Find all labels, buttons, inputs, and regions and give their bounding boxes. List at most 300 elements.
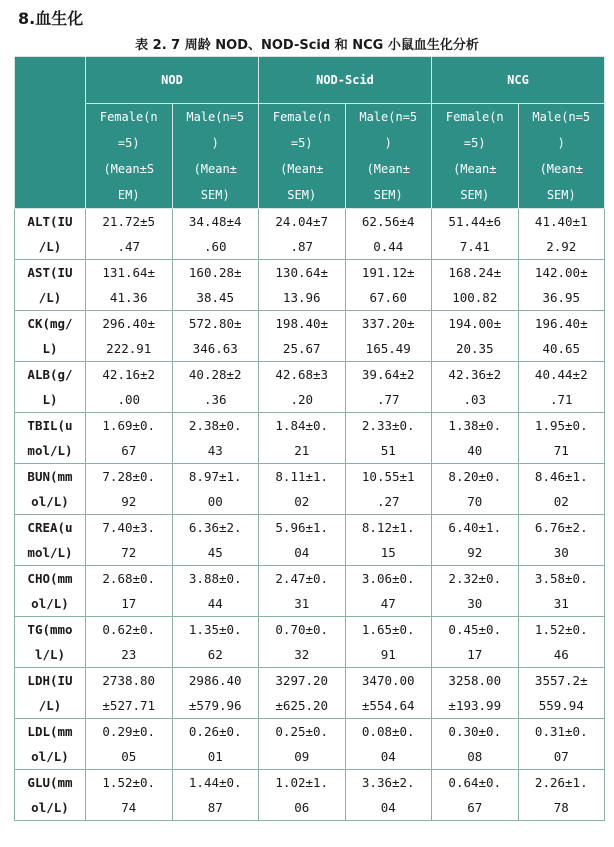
table-row	[15, 311, 605, 362]
value-cell-line: ±625.20	[275, 698, 329, 713]
value-cell	[259, 464, 346, 515]
value-cell	[432, 566, 519, 617]
value-cell	[259, 362, 346, 413]
value-cell	[172, 311, 259, 362]
value-cell-line: 01	[207, 749, 223, 764]
value-cell-line: 17	[121, 596, 137, 611]
value-cell-line: 21	[294, 443, 310, 458]
subheader-cell-line: SEM)	[287, 188, 317, 202]
value-cell-line: 32	[294, 647, 310, 662]
value-cell-line: 30	[553, 545, 569, 560]
value-cell-line: 02	[294, 494, 310, 509]
subheader-cell-line: Female(n	[99, 110, 158, 124]
row-label-cell-line: /L)	[38, 698, 62, 713]
value-cell-line: .47	[117, 239, 141, 254]
subheader-cell-line: (Mean±	[280, 162, 324, 176]
value-cell-line: 44	[207, 596, 223, 611]
value-cell	[259, 413, 346, 464]
value-cell	[86, 362, 173, 413]
value-cell	[172, 260, 259, 311]
value-cell-line: 0.70±0.	[275, 622, 329, 637]
value-cell	[432, 617, 519, 668]
group-header-nod-scid: NOD-Scid	[259, 57, 432, 104]
value-cell-line: .00	[117, 392, 141, 407]
value-cell-line: 222.91	[106, 341, 152, 356]
value-cell	[345, 617, 432, 668]
value-cell	[518, 209, 605, 260]
value-cell	[86, 413, 173, 464]
value-cell	[518, 515, 605, 566]
row-label-cell-line: LDL(mm	[27, 724, 73, 739]
value-cell-line: 8.11±1.	[275, 469, 329, 484]
subheader-cell-line: (Mean±S	[103, 162, 155, 176]
value-cell-line: 100.82	[452, 290, 498, 305]
value-cell	[345, 209, 432, 260]
row-label-cell	[15, 413, 86, 464]
table-row	[15, 566, 605, 617]
value-cell-line: 0.31±0.	[534, 724, 588, 739]
row-label-cell	[15, 311, 86, 362]
value-cell-line: 7.40±3.	[102, 520, 156, 535]
value-cell	[172, 719, 259, 770]
value-cell-line: 337.20±	[361, 316, 415, 331]
value-cell-line: 2.33±0.	[361, 418, 415, 433]
value-cell-line: 1.95±0.	[534, 418, 588, 433]
value-cell	[518, 362, 605, 413]
value-cell-line: 42.16±2	[102, 367, 156, 382]
value-cell-line: 45	[207, 545, 223, 560]
table-row	[15, 413, 605, 464]
value-cell-line: 41.36	[109, 290, 148, 305]
row-label-cell-line: mol/L)	[27, 545, 73, 560]
value-cell-line: .87	[290, 239, 314, 254]
subheader-cell	[518, 104, 605, 209]
subheader-cell-line: Female(n	[272, 110, 331, 124]
value-cell-line: 40.28±2	[188, 367, 242, 382]
subheader-cell	[345, 104, 432, 209]
value-cell-line: 2738.80	[102, 673, 156, 688]
row-label-cell-line: CHO(mm	[27, 571, 73, 586]
value-cell	[432, 362, 519, 413]
value-cell-line: ±554.64	[361, 698, 415, 713]
value-cell-line: 39.64±2	[361, 367, 415, 382]
row-label-cell-line: ol/L)	[31, 800, 69, 815]
row-label-cell	[15, 617, 86, 668]
value-cell	[345, 260, 432, 311]
row-label-cell-line: GLU(mm	[27, 775, 73, 790]
value-cell-line: 04	[294, 545, 310, 560]
value-cell-line: 67	[121, 443, 137, 458]
subheader-cell-line: (Mean±	[453, 162, 497, 176]
value-cell	[259, 566, 346, 617]
value-cell	[432, 770, 519, 821]
value-cell-line: 3.88±0.	[188, 571, 242, 586]
value-cell-line: .77	[376, 392, 400, 407]
row-label-cell-line: ol/L)	[31, 596, 69, 611]
value-cell	[259, 719, 346, 770]
row-label-cell	[15, 668, 86, 719]
value-cell	[172, 617, 259, 668]
value-cell-line: .36	[203, 392, 227, 407]
value-cell-line: 3470.00	[361, 673, 415, 688]
row-label-cell-line: L)	[42, 392, 58, 407]
value-cell-line: 559.94	[538, 698, 584, 713]
value-cell-line: .27	[376, 494, 400, 509]
value-cell-line: 04	[380, 800, 396, 815]
value-cell-line: 3297.20	[275, 673, 329, 688]
value-cell-line: 62.56±4	[361, 214, 415, 229]
value-cell-line: 15	[380, 545, 396, 560]
value-cell-line: 42.68±3	[275, 367, 329, 382]
value-cell-line: 165.49	[365, 341, 411, 356]
value-cell	[86, 515, 173, 566]
table-header	[15, 57, 605, 209]
value-cell-line: 40.65	[542, 341, 581, 356]
value-cell	[259, 617, 346, 668]
value-cell-line: 43	[207, 443, 223, 458]
subheader-cell-line: )	[557, 136, 565, 150]
table-row	[15, 668, 605, 719]
value-cell-line: 3.36±2.	[361, 775, 415, 790]
value-cell	[345, 464, 432, 515]
group-header-ncg: NCG	[432, 57, 605, 104]
value-cell	[172, 464, 259, 515]
table-row	[15, 719, 605, 770]
subheader-cell-line: SEM)	[460, 188, 490, 202]
value-cell-line: 0.29±0.	[102, 724, 156, 739]
group-header-nod: NOD	[86, 57, 259, 104]
value-cell-line: 67	[467, 800, 483, 815]
value-cell-line: 346.63	[192, 341, 238, 356]
value-cell	[432, 719, 519, 770]
value-cell-line: 131.64±	[102, 265, 156, 280]
subheader-cell-line: Male(n=5	[532, 110, 591, 124]
row-label-cell-line: mol/L)	[27, 443, 73, 458]
value-cell-line: 0.44	[373, 239, 404, 254]
value-cell-line: 24.04±7	[275, 214, 329, 229]
table-caption: 表 2. 7 周龄 NOD、NOD-Scid 和 NCG 小鼠血生化分析	[135, 38, 479, 53]
value-cell	[345, 719, 432, 770]
value-cell	[518, 719, 605, 770]
subheader-row	[15, 104, 605, 209]
value-cell	[86, 566, 173, 617]
value-cell	[259, 515, 346, 566]
value-cell-line: 1.52±0.	[534, 622, 588, 637]
value-cell-line: 1.02±1.	[275, 775, 329, 790]
value-cell	[259, 311, 346, 362]
value-cell-line: 00	[207, 494, 223, 509]
value-cell-line: 51.44±6	[448, 214, 502, 229]
row-label-cell	[15, 770, 86, 821]
value-cell-line: 08	[467, 749, 483, 764]
row-label-cell-line: /L)	[38, 290, 62, 305]
table-row	[15, 464, 605, 515]
value-cell	[345, 566, 432, 617]
value-cell	[172, 566, 259, 617]
value-cell-line: 30	[467, 596, 483, 611]
value-cell	[259, 770, 346, 821]
value-cell-line: 10.55±1	[361, 469, 415, 484]
table-row	[15, 617, 605, 668]
subheader-cell-line: =5)	[290, 136, 313, 150]
value-cell	[86, 209, 173, 260]
value-cell-line: 1.69±0.	[102, 418, 156, 433]
row-label-cell-line: ALT(IU	[27, 214, 73, 229]
value-cell-line: 8.12±1.	[361, 520, 415, 535]
value-cell	[345, 311, 432, 362]
row-label-cell-line: L)	[42, 341, 58, 356]
value-cell	[432, 413, 519, 464]
table-row	[15, 362, 605, 413]
value-cell-line: 17	[467, 647, 483, 662]
value-cell-line: 1.84±0.	[275, 418, 329, 433]
value-cell-line: 196.40±	[534, 316, 588, 331]
value-cell	[345, 668, 432, 719]
value-cell-line: 31	[553, 596, 569, 611]
value-cell-line: 1.38±0.	[448, 418, 502, 433]
value-cell	[518, 617, 605, 668]
subheader-cell-line: SEM)	[200, 188, 230, 202]
value-cell	[172, 515, 259, 566]
value-cell-line: 02	[553, 494, 569, 509]
value-cell	[86, 464, 173, 515]
value-cell-line: 70	[467, 494, 483, 509]
value-cell	[172, 362, 259, 413]
subheader-cell	[172, 104, 259, 209]
row-label-cell-line: l/L)	[34, 647, 66, 662]
value-cell-line: .71	[549, 392, 573, 407]
value-cell	[345, 362, 432, 413]
value-cell	[518, 413, 605, 464]
corner-header-cell	[15, 57, 86, 209]
subheader-cell-line: )	[384, 136, 392, 150]
value-cell-line: 0.64±0.	[448, 775, 502, 790]
value-cell-line: 0.62±0.	[102, 622, 156, 637]
value-cell	[86, 719, 173, 770]
value-cell-line: 198.40±	[275, 316, 329, 331]
value-cell-line: 194.00±	[448, 316, 502, 331]
row-label-cell-line: BUN(mm	[27, 469, 73, 484]
table-body	[15, 209, 605, 821]
value-cell-line: 41.40±1	[534, 214, 588, 229]
value-cell	[86, 260, 173, 311]
value-cell-line: 168.24±	[448, 265, 502, 280]
value-cell-line: 1.65±0.	[361, 622, 415, 637]
subheader-cell-line: =5)	[463, 136, 486, 150]
subheader-cell-line: SEM)	[373, 188, 403, 202]
value-cell-line: 47	[380, 596, 396, 611]
value-cell-line: 13.96	[282, 290, 321, 305]
row-label-cell-line: ALB(g/	[27, 367, 73, 382]
value-cell-line: 2.26±1.	[534, 775, 588, 790]
value-cell-line: 25.67	[282, 341, 321, 356]
value-cell	[432, 209, 519, 260]
value-cell	[86, 770, 173, 821]
section-heading: 8.血生化	[18, 9, 84, 28]
value-cell	[518, 260, 605, 311]
value-cell-line: 04	[380, 749, 396, 764]
value-cell-line: 40	[467, 443, 483, 458]
table-row	[15, 260, 605, 311]
row-label-cell-line: /L)	[38, 239, 62, 254]
row-label-cell-line: TBIL(u	[27, 418, 73, 433]
value-cell-line: 71	[553, 443, 569, 458]
value-cell-line: 20.35	[455, 341, 494, 356]
value-cell-line: 2.32±0.	[448, 571, 502, 586]
subheader-cell-line: Male(n=5	[359, 110, 418, 124]
row-label-cell	[15, 515, 86, 566]
value-cell-line: 0.08±0.	[361, 724, 415, 739]
value-cell-line: 3.58±0.	[534, 571, 588, 586]
value-cell-line: 62	[207, 647, 223, 662]
value-cell-line: 78	[553, 800, 569, 815]
value-cell	[345, 515, 432, 566]
subheader-cell-line: (Mean±	[193, 162, 237, 176]
value-cell	[518, 668, 605, 719]
subheader-cell-line: (Mean±	[539, 162, 583, 176]
subheader-cell	[432, 104, 519, 209]
value-cell-line: 0.45±0.	[448, 622, 502, 637]
value-cell	[86, 311, 173, 362]
value-cell-line: 34.48±4	[188, 214, 242, 229]
value-cell-line: 6.76±2.	[534, 520, 588, 535]
value-cell-line: 130.64±	[275, 265, 329, 280]
value-cell-line: ±527.71	[102, 698, 156, 713]
subheader-cell	[259, 104, 346, 209]
row-label-cell	[15, 209, 86, 260]
table-row	[15, 209, 605, 260]
value-cell-line: 8.97±1.	[188, 469, 242, 484]
value-cell	[172, 209, 259, 260]
subheader-cell-line: Male(n=5	[186, 110, 245, 124]
value-cell-line: .60	[203, 239, 227, 254]
subheader-cell-line: Female(n	[445, 110, 504, 124]
value-cell-line: 7.41	[459, 239, 490, 254]
value-cell-line: 31	[294, 596, 310, 611]
value-cell	[432, 260, 519, 311]
value-cell-line: 51	[380, 443, 396, 458]
value-cell-line: 2.38±0.	[188, 418, 242, 433]
value-cell-line: 09	[294, 749, 310, 764]
value-cell-line: 160.28±	[188, 265, 242, 280]
value-cell-line: 1.44±0.	[188, 775, 242, 790]
value-cell	[259, 209, 346, 260]
value-cell-line: 6.40±1.	[448, 520, 502, 535]
value-cell-line: 1.52±0.	[102, 775, 156, 790]
row-label-cell-line: LDH(IU	[27, 673, 73, 688]
blood-biochemistry-table	[14, 56, 605, 821]
row-label-cell-line: AST(IU	[27, 265, 73, 280]
value-cell	[432, 668, 519, 719]
value-cell	[518, 566, 605, 617]
value-cell	[259, 260, 346, 311]
value-cell-line: .20	[290, 392, 314, 407]
value-cell	[518, 464, 605, 515]
value-cell	[518, 770, 605, 821]
row-label-cell	[15, 362, 86, 413]
value-cell-line: 3.06±0.	[361, 571, 415, 586]
value-cell-line: 8.46±1.	[534, 469, 588, 484]
subheader-cell-line: SEM)	[546, 188, 576, 202]
value-cell-line: 191.12±	[361, 265, 415, 280]
value-cell	[345, 413, 432, 464]
value-cell	[259, 668, 346, 719]
value-cell-line: ±193.99	[448, 698, 502, 713]
value-cell-line: 38.45	[196, 290, 235, 305]
row-label-cell-line: CK(mg/	[27, 316, 73, 331]
value-cell-line: .03	[463, 392, 487, 407]
subheader-cell-line: )	[211, 136, 219, 150]
value-cell-line: 36.95	[542, 290, 581, 305]
value-cell-line: 2.47±0.	[275, 571, 329, 586]
value-cell	[172, 413, 259, 464]
value-cell-line: 2.68±0.	[102, 571, 156, 586]
value-cell-line: 46	[553, 647, 569, 662]
value-cell-line: 0.30±0.	[448, 724, 502, 739]
value-cell	[518, 311, 605, 362]
value-cell	[172, 668, 259, 719]
value-cell-line: 8.20±0.	[448, 469, 502, 484]
subheader-cell-line: =5)	[117, 136, 140, 150]
value-cell-line: 572.80±	[188, 316, 242, 331]
value-cell-line: 42.36±2	[448, 367, 502, 382]
value-cell-line: 2.92	[546, 239, 577, 254]
value-cell	[172, 770, 259, 821]
value-cell-line: 74	[121, 800, 137, 815]
value-cell-line: 1.35±0.	[188, 622, 242, 637]
row-label-cell-line: CREA(u	[27, 520, 73, 535]
value-cell-line: 67.60	[369, 290, 408, 305]
value-cell-line: 72	[121, 545, 137, 560]
subheader-cell-line: EM)	[117, 188, 140, 202]
value-cell-line: 05	[121, 749, 137, 764]
value-cell-line: 40.44±2	[534, 367, 588, 382]
value-cell-line: 7.28±0.	[102, 469, 156, 484]
value-cell-line: 92	[467, 545, 483, 560]
value-cell-line: 07	[553, 749, 569, 764]
group-header-row	[15, 57, 605, 104]
value-cell-line: 87	[207, 800, 223, 815]
value-cell-line: 296.40±	[102, 316, 156, 331]
value-cell	[432, 311, 519, 362]
value-cell-line: 91	[380, 647, 396, 662]
value-cell-line: 23	[121, 647, 137, 662]
value-cell-line: 0.26±0.	[188, 724, 242, 739]
value-cell-line: 3258.00	[448, 673, 502, 688]
value-cell-line: 0.25±0.	[275, 724, 329, 739]
row-label-cell-line: ol/L)	[31, 494, 69, 509]
subheader-cell-line: (Mean±	[366, 162, 410, 176]
value-cell	[86, 668, 173, 719]
value-cell	[345, 770, 432, 821]
row-label-cell	[15, 260, 86, 311]
row-label-cell	[15, 566, 86, 617]
value-cell-line: 06	[294, 800, 310, 815]
value-cell	[86, 617, 173, 668]
value-cell	[432, 515, 519, 566]
value-cell-line: 92	[121, 494, 137, 509]
value-cell-line: 6.36±2.	[188, 520, 242, 535]
subheader-cell	[86, 104, 173, 209]
value-cell-line: 21.72±5	[102, 214, 156, 229]
row-label-cell	[15, 719, 86, 770]
value-cell	[432, 464, 519, 515]
row-label-cell	[15, 464, 86, 515]
value-cell-line: 5.96±1.	[275, 520, 329, 535]
value-cell-line: 142.00±	[534, 265, 588, 280]
row-label-cell-line: ol/L)	[31, 749, 69, 764]
table-row	[15, 515, 605, 566]
